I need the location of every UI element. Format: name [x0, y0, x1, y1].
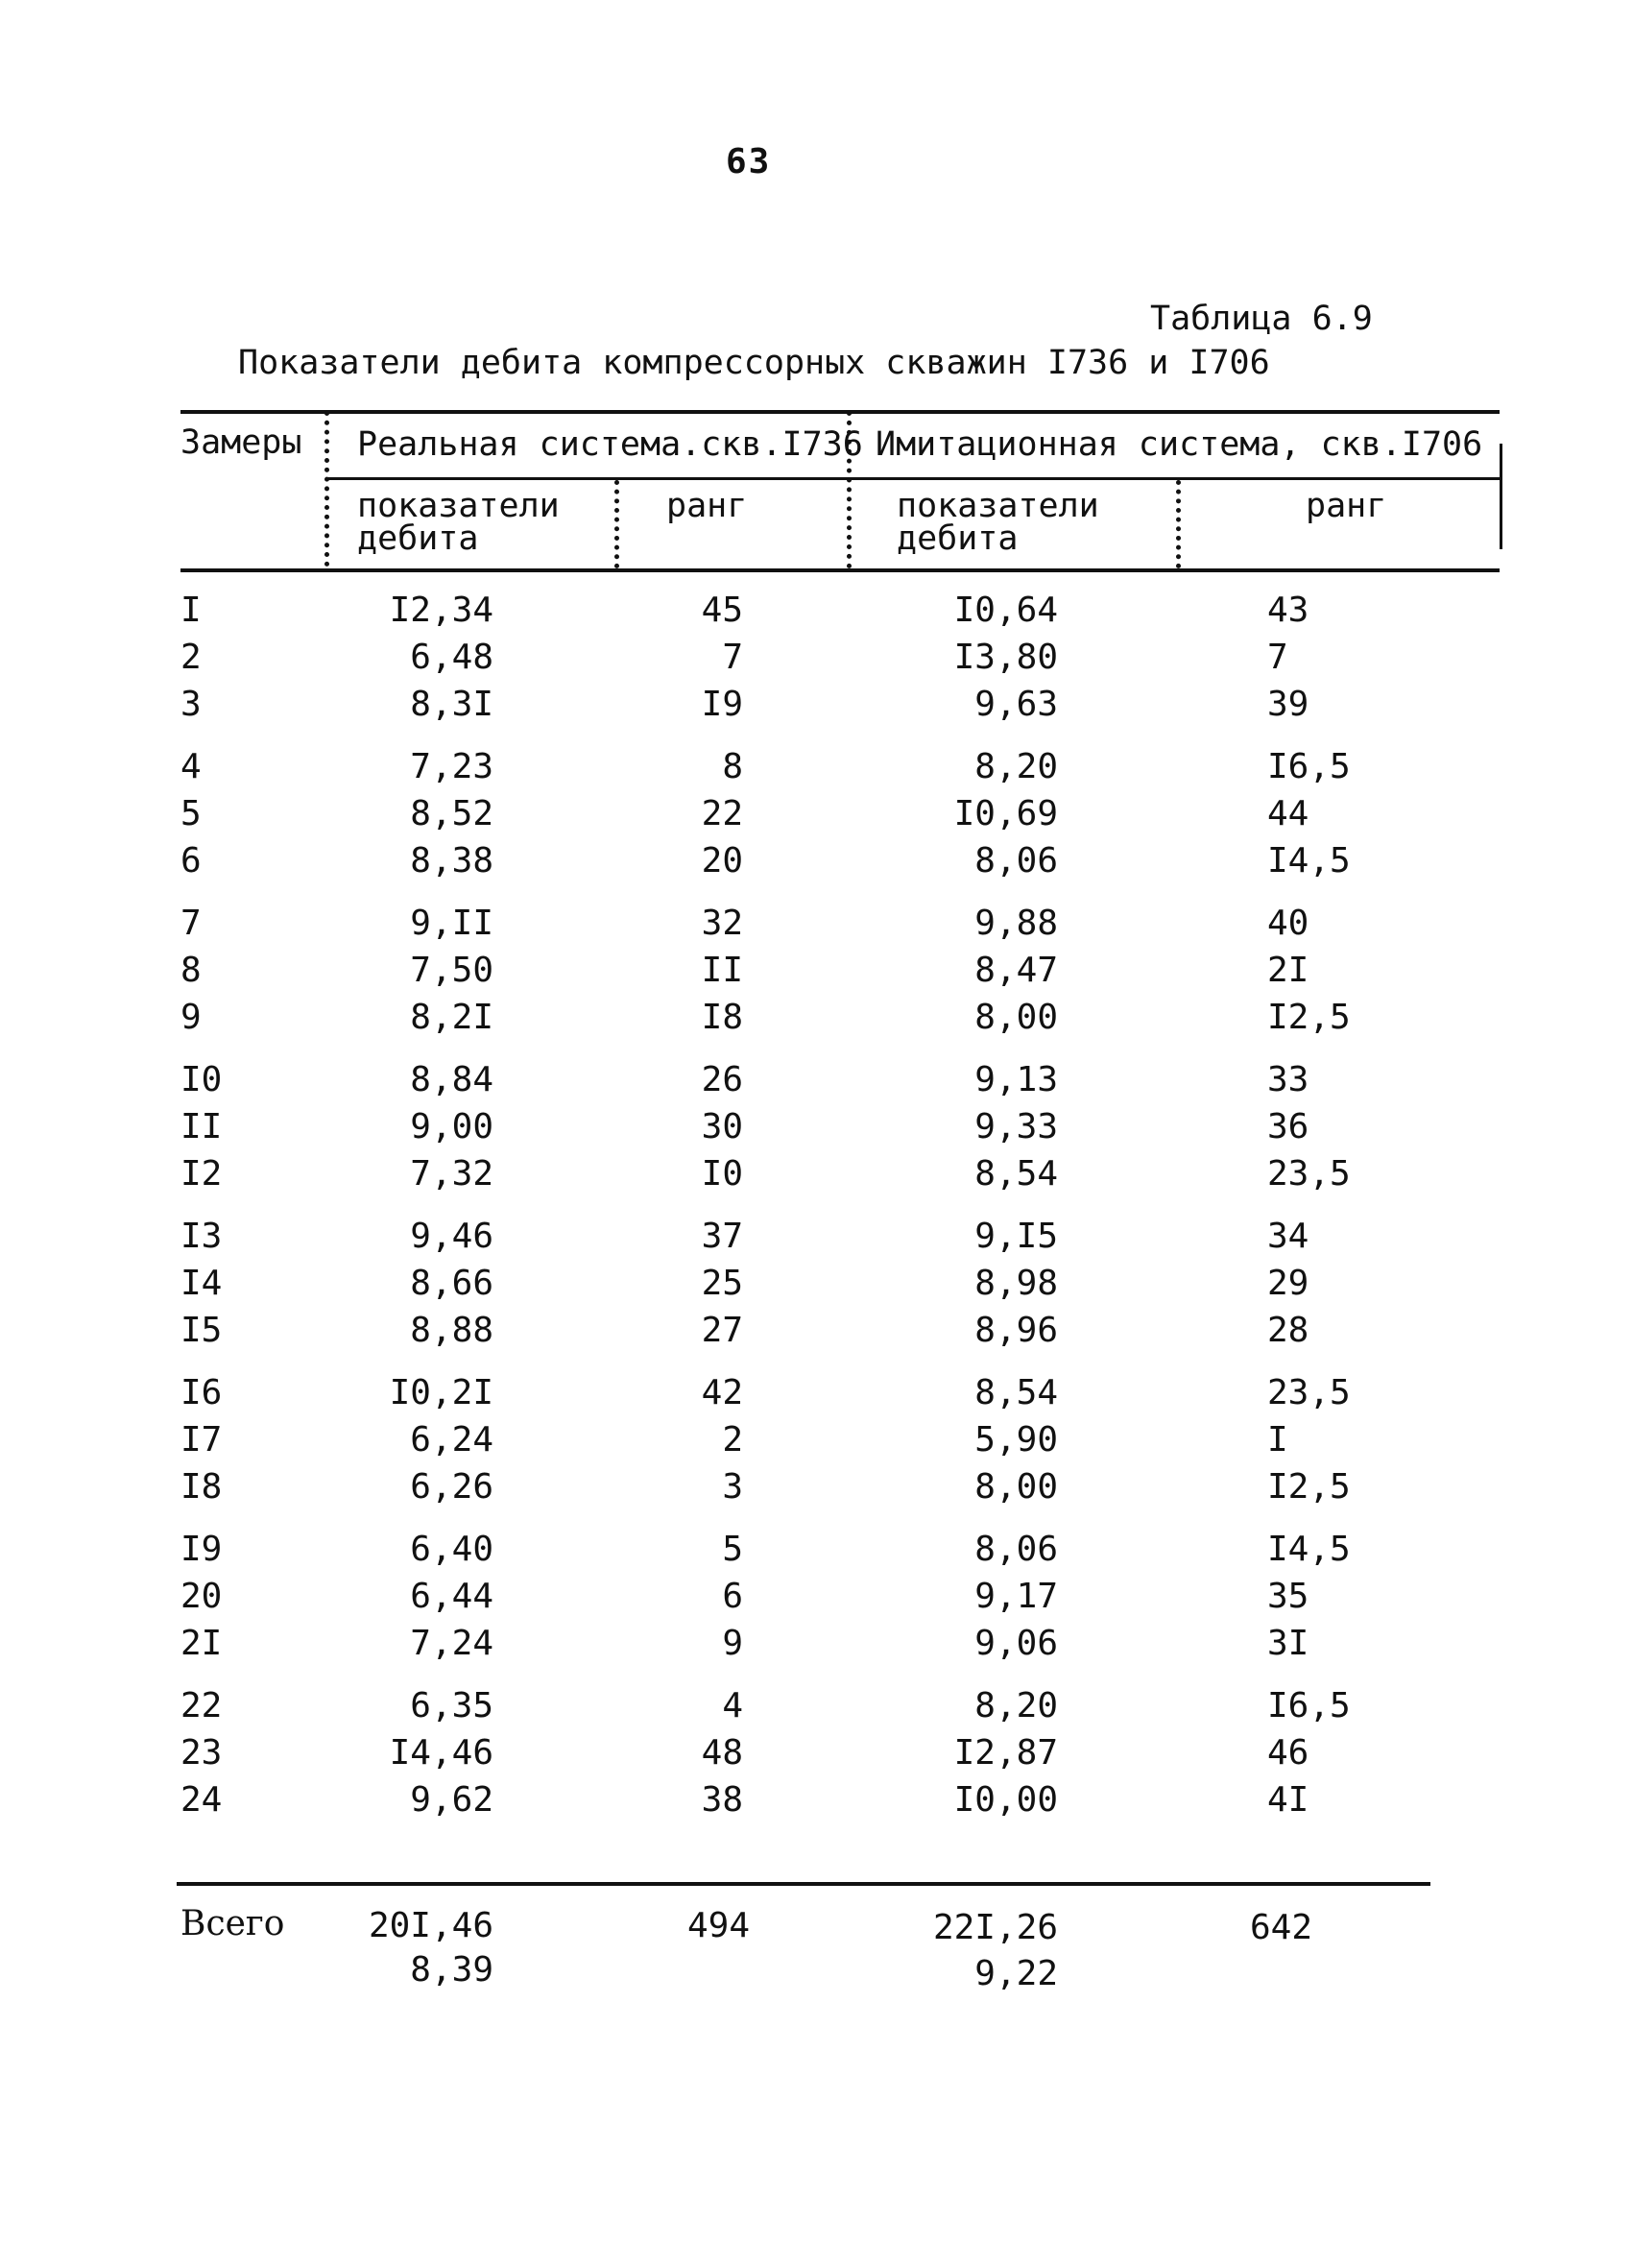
imit-rank: 44 — [1267, 794, 1309, 833]
imit-rate: I0,64 — [953, 591, 1058, 630]
real-rate: 7,50 — [410, 951, 493, 990]
real-rank: 5 — [722, 1530, 743, 1569]
imit-rank: 34 — [1267, 1217, 1309, 1256]
header-group-imit: Имитационная система, скв.I706 — [876, 425, 1483, 464]
imit-rate: I3,80 — [953, 638, 1058, 677]
imit-rank: 7 — [1267, 638, 1288, 677]
real-rate: I4,46 — [389, 1733, 493, 1773]
total-real-avg: 8,39 — [410, 1950, 493, 1990]
real-rate: 9,46 — [410, 1217, 493, 1256]
page-number: 63 — [726, 142, 772, 181]
row-number: I9 — [180, 1530, 223, 1569]
imit-rank: 3I — [1267, 1624, 1309, 1663]
real-rate: 6,24 — [410, 1420, 493, 1460]
row-number: 5 — [180, 794, 202, 833]
imit-rank: I4,5 — [1267, 841, 1351, 881]
real-rank: I8 — [701, 998, 743, 1037]
real-rank: 7 — [722, 638, 743, 677]
real-rate: 9,62 — [410, 1780, 493, 1820]
total-imit-rank: 642 — [1250, 1908, 1313, 1947]
real-rate: 8,88 — [410, 1311, 493, 1350]
row-number: 7 — [180, 904, 202, 943]
real-rank: 38 — [701, 1780, 743, 1820]
imit-rate: 8,00 — [974, 1467, 1058, 1507]
header-top-rule — [180, 410, 1500, 414]
real-rate: 6,35 — [410, 1686, 493, 1725]
imit-rate: I0,00 — [953, 1780, 1058, 1820]
real-rank: 27 — [701, 1311, 743, 1350]
row-number: 20 — [180, 1577, 223, 1616]
imit-rank: I2,5 — [1267, 998, 1351, 1037]
imit-rank: I2,5 — [1267, 1467, 1351, 1507]
imit-rate: 9,17 — [974, 1577, 1058, 1616]
imit-rank: I6,5 — [1267, 747, 1351, 786]
real-rank: 3 — [722, 1467, 743, 1507]
real-rank: 6 — [722, 1577, 743, 1616]
real-rank: 45 — [701, 591, 743, 630]
imit-rate: 8,20 — [974, 747, 1058, 786]
imit-rate: I0,69 — [953, 794, 1058, 833]
real-rate: 9,II — [410, 904, 493, 943]
real-rate: 8,66 — [410, 1264, 493, 1303]
row-number: I5 — [180, 1311, 223, 1350]
real-rate: 6,26 — [410, 1467, 493, 1507]
real-rate: 6,48 — [410, 638, 493, 677]
imit-rank: 4I — [1267, 1780, 1309, 1820]
row-number: I4 — [180, 1264, 223, 1303]
row-number: I — [180, 591, 202, 630]
row-number: 6 — [180, 841, 202, 881]
imit-rank: 29 — [1267, 1264, 1309, 1303]
row-number: I3 — [180, 1217, 223, 1256]
real-rank: 26 — [701, 1060, 743, 1099]
imit-rate: I2,87 — [953, 1733, 1058, 1773]
real-rank: 8 — [722, 747, 743, 786]
header-divider-2 — [614, 480, 619, 568]
real-rank: 20 — [701, 841, 743, 881]
row-number: 22 — [180, 1686, 223, 1725]
row-number: 8 — [180, 951, 202, 990]
real-rate: 7,32 — [410, 1154, 493, 1194]
real-rank: 30 — [701, 1107, 743, 1146]
real-rank: 37 — [701, 1217, 743, 1256]
real-rate: 8,38 — [410, 841, 493, 881]
imit-rate: 8,06 — [974, 841, 1058, 881]
imit-rate: 9,06 — [974, 1624, 1058, 1663]
header-measure: Замеры — [180, 423, 302, 462]
row-number: I8 — [180, 1467, 223, 1507]
header-real-rank: ранг — [666, 487, 748, 525]
imit-rate: 9,63 — [974, 685, 1058, 724]
table-label: Таблица 6.9 — [1150, 300, 1373, 338]
imit-rate: 8,54 — [974, 1154, 1058, 1194]
imit-rank: 28 — [1267, 1311, 1309, 1350]
real-rank: 2 — [722, 1420, 743, 1460]
total-real-sum: 20I,46 — [368, 1906, 493, 1945]
imit-rate: 8,54 — [974, 1373, 1058, 1412]
row-number: 9 — [180, 998, 202, 1037]
imit-rate: 8,96 — [974, 1311, 1058, 1350]
header-right-edge — [1500, 444, 1502, 549]
imit-rank: 43 — [1267, 591, 1309, 630]
real-rank: 9 — [722, 1624, 743, 1663]
imit-rank: 40 — [1267, 904, 1309, 943]
imit-rank: 23,5 — [1267, 1373, 1351, 1412]
imit-rank: 2I — [1267, 951, 1309, 990]
real-rate: 6,40 — [410, 1530, 493, 1569]
row-number: 24 — [180, 1780, 223, 1820]
header-divider-4 — [1176, 480, 1181, 568]
real-rank: I9 — [701, 685, 743, 724]
header-mid-rule — [326, 477, 1500, 480]
imit-rate: 9,13 — [974, 1060, 1058, 1099]
imit-rank: 39 — [1267, 685, 1309, 724]
table-title: Показатели дебита компрессорных скважин I736 и I706 — [238, 344, 1270, 382]
real-rank: 48 — [701, 1733, 743, 1773]
real-rate: 9,00 — [410, 1107, 493, 1146]
row-number: I6 — [180, 1373, 223, 1412]
real-rate: 8,2I — [410, 998, 493, 1037]
imit-rate: 9,I5 — [974, 1217, 1058, 1256]
header-group-real: Реальная система.скв.I736 — [357, 425, 863, 464]
imit-rate: 8,00 — [974, 998, 1058, 1037]
real-rate: 8,84 — [410, 1060, 493, 1099]
real-rate: 7,23 — [410, 747, 493, 786]
real-rank: 25 — [701, 1264, 743, 1303]
row-number: 2I — [180, 1624, 223, 1663]
imit-rank: 33 — [1267, 1060, 1309, 1099]
header-bottom-rule — [180, 568, 1500, 572]
row-number: I2 — [180, 1154, 223, 1194]
total-imit-sum: 22I,26 — [932, 1908, 1058, 1947]
imit-rate: 8,98 — [974, 1264, 1058, 1303]
imit-rank: I4,5 — [1267, 1530, 1351, 1569]
imit-rate: 5,90 — [974, 1420, 1058, 1460]
real-rank: 42 — [701, 1373, 743, 1412]
row-number: 4 — [180, 747, 202, 786]
imit-rank: I — [1267, 1420, 1288, 1460]
real-rate: I0,2I — [389, 1373, 493, 1412]
real-rank: II — [701, 951, 743, 990]
header-real-rate: показатели дебита — [357, 487, 560, 558]
imit-rank: 36 — [1267, 1107, 1309, 1146]
header-imit-rank: ранг — [1306, 487, 1387, 525]
real-rate: 8,52 — [410, 794, 493, 833]
total-label: Всего — [180, 1904, 285, 1943]
total-rule — [177, 1882, 1430, 1886]
total-real-rank: 494 — [687, 1906, 751, 1945]
imit-rank: 35 — [1267, 1577, 1309, 1616]
imit-rank: I6,5 — [1267, 1686, 1351, 1725]
imit-rank: 23,5 — [1267, 1154, 1351, 1194]
imit-rate: 8,47 — [974, 951, 1058, 990]
real-rate: I2,34 — [389, 591, 493, 630]
real-rank: 4 — [722, 1686, 743, 1725]
row-number: 23 — [180, 1733, 223, 1773]
imit-rank: 46 — [1267, 1733, 1309, 1773]
real-rank: I0 — [701, 1154, 743, 1194]
header-imit-rate: показатели дебита — [897, 487, 1099, 558]
imit-rate: 8,20 — [974, 1686, 1058, 1725]
header-divider-1 — [324, 411, 329, 567]
real-rate: 8,3I — [410, 685, 493, 724]
real-rate: 7,24 — [410, 1624, 493, 1663]
real-rank: 32 — [701, 904, 743, 943]
total-imit-avg: 9,22 — [974, 1954, 1058, 1993]
imit-rate: 8,06 — [974, 1530, 1058, 1569]
row-number: 3 — [180, 685, 202, 724]
row-number: I7 — [180, 1420, 223, 1460]
row-number: II — [180, 1107, 223, 1146]
row-number: I0 — [180, 1060, 223, 1099]
row-number: 2 — [180, 638, 202, 677]
imit-rate: 9,33 — [974, 1107, 1058, 1146]
real-rank: 22 — [701, 794, 743, 833]
real-rate: 6,44 — [410, 1577, 493, 1616]
imit-rate: 9,88 — [974, 904, 1058, 943]
